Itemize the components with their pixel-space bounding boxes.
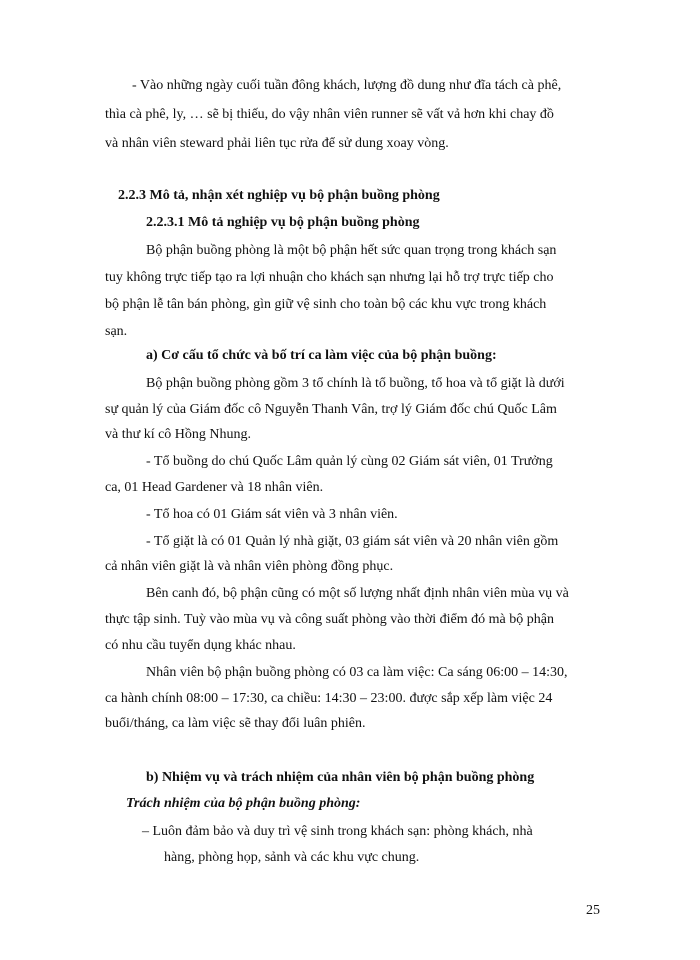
paragraph-line: và thư kí cô Hồng Nhung. [105, 427, 252, 442]
paragraph-line: - Tổ hoa có 01 Giám sát viên và 3 nhân viên. [146, 507, 398, 522]
paragraph-line: thìa cà phê, ly, … sẽ bị thiếu, do vậy nhân viên runner sẽ vất vả hơn khi chay đồ [105, 107, 554, 122]
paragraph-line: thực tập sinh. Tuỳ vào mùa vụ và công suất phòng vào thời điểm đó mà bộ phận [105, 612, 554, 627]
paragraph-line: tuy không trực tiếp tạo ra lợi nhuận cho khách sạn nhưng lại hỗ trợ trực tiếp cho [105, 270, 554, 285]
paragraph-line: buổi/tháng, ca làm việc sẽ thay đổi luân phiên. [105, 716, 366, 731]
paragraph-line: - Tổ giặt là có 01 Quản lý nhà giặt, 03 giám sát viên và 20 nhân viên gồm [146, 534, 559, 549]
subheading-b: b) Nhiệm vụ và trách nhiệm của nhân viên bộ phận buồng phòng [146, 770, 535, 785]
subsection-heading: 2.2.3.1 Mô tả nghiệp vụ bộ phận buồng phòng [146, 215, 420, 230]
paragraph-line: Bên canh đó, bộ phận cũng có một số lượng nhất định nhân viên mùa vụ và [146, 586, 569, 601]
paragraph-line: có nhu cầu tuyển dụng khác nhau. [105, 638, 296, 653]
section-heading: 2.2.3 Mô tả, nhận xét nghiệp vụ bộ phận buồng phòng [118, 188, 440, 203]
italic-heading: Trách nhiệm của bộ phận buồng phòng: [126, 796, 361, 811]
page-number: 25 [586, 903, 600, 918]
paragraph-line: bộ phận lễ tân bán phòng, gìn giữ vệ sinh cho toàn bộ các khu vực trong khách [105, 297, 547, 312]
paragraph-line: Nhân viên bộ phận buồng phòng có 03 ca làm việc: Ca sáng 06:00 – 14:30, [146, 665, 568, 680]
subheading-a: a) Cơ cấu tổ chức và bố trí ca làm việc của bộ phận buồng: [146, 348, 497, 363]
list-item-line: – Luôn đảm bảo và duy trì vệ sinh trong khách sạn: phòng khách, nhà [142, 824, 533, 839]
paragraph-line: - Tổ buồng do chú Quốc Lâm quản lý cùng 02 Giám sát viên, 01 Trưởng [146, 454, 553, 469]
paragraph-line: ca hành chính 08:00 – 17:30, ca chiều: 14:30 – 23:00. được sắp xếp làm việc 24 [105, 691, 553, 706]
paragraph-line: sạn. [105, 324, 128, 339]
paragraph-line: - Vào những ngày cuối tuần đông khách, lượng đồ dung như đĩa tách cà phê, [132, 78, 562, 93]
paragraph-line: sự quản lý của Giám đốc cô Nguyễn Thanh Vân, trợ lý Giám đốc chú Quốc Lâm [105, 402, 557, 417]
paragraph-line: ca, 01 Head Gardener và 18 nhân viên. [105, 480, 324, 495]
paragraph-line: Bộ phận buồng phòng gồm 3 tổ chính là tổ buồng, tổ hoa và tổ giặt là dưới [146, 376, 565, 391]
paragraph-line: và nhân viên steward phải liên tục rửa để sử dung xoay vòng. [105, 136, 449, 151]
paragraph-line: Bộ phận buồng phòng là một bộ phận hết sức quan trọng trong khách sạn [146, 243, 557, 258]
paragraph-line: cả nhân viên giặt là và nhân viên phòng đồng phục. [105, 559, 394, 574]
list-item-line: hàng, phòng họp, sảnh và các khu vực chung. [164, 850, 420, 865]
